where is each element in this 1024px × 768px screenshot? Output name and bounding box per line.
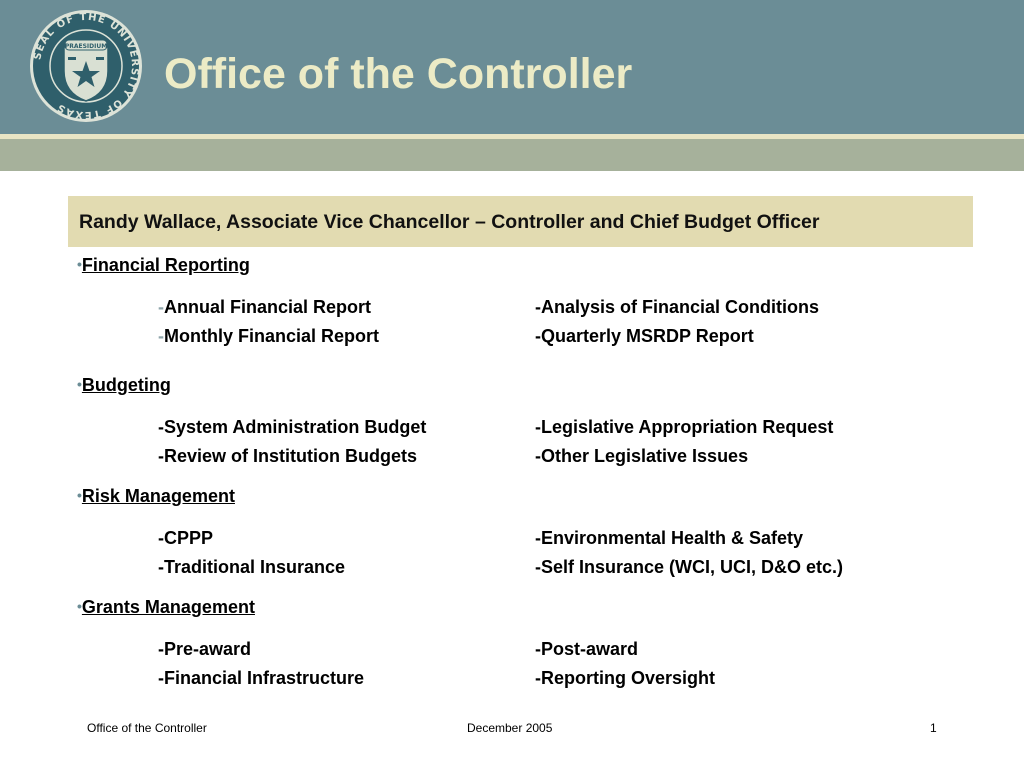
page-title: Office of the Controller [164, 50, 633, 98]
list-item: -Monthly Financial Report [158, 326, 380, 346]
seal-motto: PRAESIDIUM [64, 43, 108, 50]
seal-text: SEAL OF THE UNIVERSITY OF TEXAS [32, 11, 141, 121]
list-item: -Quarterly MSRDP Report [535, 326, 754, 346]
header-band [0, 139, 1024, 171]
section-risk-management [77, 486, 235, 507]
list-item: -Environmental Health & Safety [535, 528, 804, 548]
bullet-icon: • [77, 256, 82, 272]
subtitle-box [68, 196, 973, 247]
subtitle: Randy Wallace, Associate Vice Chancellor – Controller and Chief Budget Officer [79, 211, 820, 233]
section-heading: Financial Reporting [81, 255, 250, 275]
list-item: -System Administration Budget [158, 417, 427, 437]
list-item: -Review of Institution Budgets [158, 446, 417, 466]
list-item: -Analysis of Financial Conditions [535, 297, 820, 317]
list-item: -Legislative Appropriation Request [535, 417, 834, 437]
list-item: -Post-award [535, 639, 639, 659]
bullet-icon: • [77, 487, 82, 503]
footer-left: Office of the Controller [87, 721, 207, 735]
list-item: -Reporting Oversight [535, 668, 716, 688]
footer-date: December 2005 [467, 721, 553, 735]
list-item: -Other Legislative Issues [535, 446, 749, 466]
section-grants-management [77, 597, 255, 618]
section-financial-reporting [77, 255, 250, 276]
section-budgeting [77, 375, 171, 396]
list-item: -CPPP [158, 528, 214, 548]
list-item: -Annual Financial Report [158, 297, 372, 317]
list-item: -Pre-award [158, 639, 252, 659]
page-number: 1 [930, 721, 937, 735]
list-item: -Financial Infrastructure [158, 668, 365, 688]
bullet-icon: • [77, 598, 82, 614]
section-heading: Risk Management [81, 486, 235, 506]
bullet-icon: • [77, 376, 82, 392]
list-item: -Traditional Insurance [158, 557, 346, 577]
section-heading: Grants Management [81, 597, 255, 617]
university-seal-icon [29, 9, 143, 123]
list-item: -Self Insurance (WCI, UCI, D&O etc.) [535, 557, 844, 577]
section-heading: Budgeting [81, 375, 171, 395]
